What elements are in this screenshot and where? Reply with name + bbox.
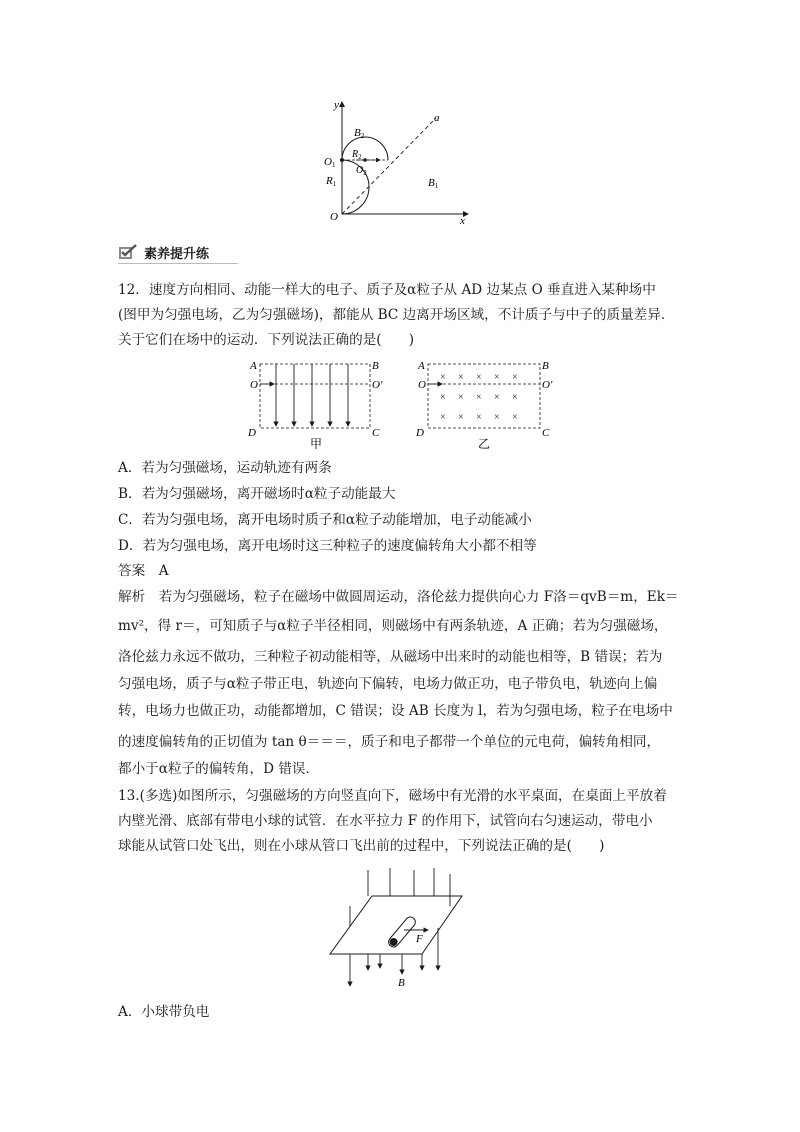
cross-mark: × [458,372,464,383]
answer-label: 答案 [118,563,146,579]
cross-mark: × [458,392,464,403]
cross-marks [440,372,518,423]
label-b1: B1 [428,177,439,190]
cross-mark: × [440,392,446,403]
analysis-line-4: 匀强电场，质子与α粒子带正电，轨迹向下偏转，电场力做正功，电子带负电，轨迹向上偏 [118,676,658,692]
cross-mark: × [440,372,446,383]
label-c: C [542,427,550,439]
q12-line-2: (图甲为匀强电场，乙为匀强磁场)，都能从 BC 边离开场区域，不计质子与中子的质量差异． [118,307,675,323]
q13-option-a: A．小球带负电 [118,1004,210,1020]
label-b: B [372,360,379,372]
q13-line-2: 内壁光滑、底部有带电小球的试管．在水平拉力 F 的作用下，试管向右匀速运动，带电小 [118,813,653,829]
figure-electric-field [242,354,392,454]
label-a: A [418,360,425,372]
figure-test-tube [322,866,472,991]
cross-mark: × [494,372,500,383]
point-o1 [340,158,344,162]
label-a: a [434,112,440,124]
label-x: x [460,215,465,226]
analysis-line-6: 的速度偏转角的正切值为 tan θ＝＝＝，质子和电子都带一个单位的元电荷，偏转角相同， [118,734,661,750]
cross-mark: × [512,412,518,423]
analysis-line-2: mv²，得 r＝，可知质子与α粒子半径相同，则磁场中有两条轨迹，A 正确；若为匀强磁场， [118,618,668,634]
figure-magnetic-field [414,354,564,454]
caption-jia: 甲 [310,437,323,451]
caption-yi: 乙 [478,437,491,451]
q12-option-a: A．若为匀强磁场，运动轨迹有两条 [118,460,332,476]
label-o: O [418,379,426,391]
label-o1: O1 [324,156,336,169]
label-r2: $R_2$ [352,149,362,161]
figure-magnetic-coordinate [318,96,478,226]
point-o2 [363,158,367,162]
label-y: y [334,99,339,111]
label-d: D [416,427,424,439]
cross-mark: × [494,412,500,423]
cross-mark: × [476,392,482,403]
q12-option-d: D．若为匀强电场，离开电场时这三种粒子的速度偏转角大小都不相等 [118,538,537,554]
label-c: C [372,427,380,439]
cross-mark: × [458,412,464,423]
checkmark-icon [118,244,138,260]
label-f: F [416,933,423,945]
q12-option-b: B．若为匀强磁场，离开磁场时α粒子动能最大 [118,486,396,502]
cross-mark: × [440,412,446,423]
label-a: A [250,360,257,372]
label-d: D [248,427,256,439]
cross-mark: × [494,392,500,403]
q12-line-3: 关于它们在场中的运动．下列说法正确的是( ) [118,332,415,348]
q13-line-3: 球能从试管口处飞出，则在小球从管口飞出前的过程中，下列说法正确的是( ) [118,838,605,854]
label-o: O [250,379,258,391]
label-o-prime: O′ [542,379,553,391]
cross-mark: × [476,412,482,423]
analysis-line-1: 解析 若为匀强磁场，粒子在磁场中做圆周运动，洛伦兹力提供向心力 F洛＝qvB＝m，Ek＝ [118,589,679,605]
label-b: B [398,977,405,989]
cross-mark: × [476,372,482,383]
answer-value: A [158,563,169,579]
section-header [118,243,209,261]
q12-line-1: 12．速度方向相同、动能一样大的电子、质子及α粒子从 AD 边某点 O 垂直进入某种场中 [118,282,656,298]
analysis-line-3: 洛伦兹力永远不做功，三种粒子初动能相等，从磁场中出来时的动能也相等，B 错误；若为 [118,649,663,665]
q13-line-1: 13.(多选)如图所示，匀强磁场的方向竖直向下，磁场中有光滑的水平桌面，在桌面上平放着 [118,788,667,804]
label-o-prime: O′ [372,379,383,391]
label-r1: R1 [326,175,337,188]
arc-r2 [342,137,388,160]
label-b2: B2 [354,127,365,140]
section-title: 素养提升练 [144,246,210,262]
analysis-line-5: 转，电场力也做正功，动能都增加，C 错误；设 AB 长度为 l，若为匀强电场，粒子在电场中 [118,703,673,719]
field-lines [276,364,348,426]
analysis-line-7: 都小于α粒子的偏转角，D 错误． [118,761,320,777]
label-b: B [542,360,549,372]
label-o2: $O_2$ [356,165,367,177]
cross-mark: × [512,392,518,403]
q12-answer [118,562,169,580]
cross-mark: × [512,372,518,383]
section-rule [118,263,238,264]
label-origin: O [330,211,338,223]
q12-option-c: C．若为匀强电场，离开电场时质子和α粒子动能增加，电子动能减小 [118,512,532,528]
field-box [260,364,370,428]
